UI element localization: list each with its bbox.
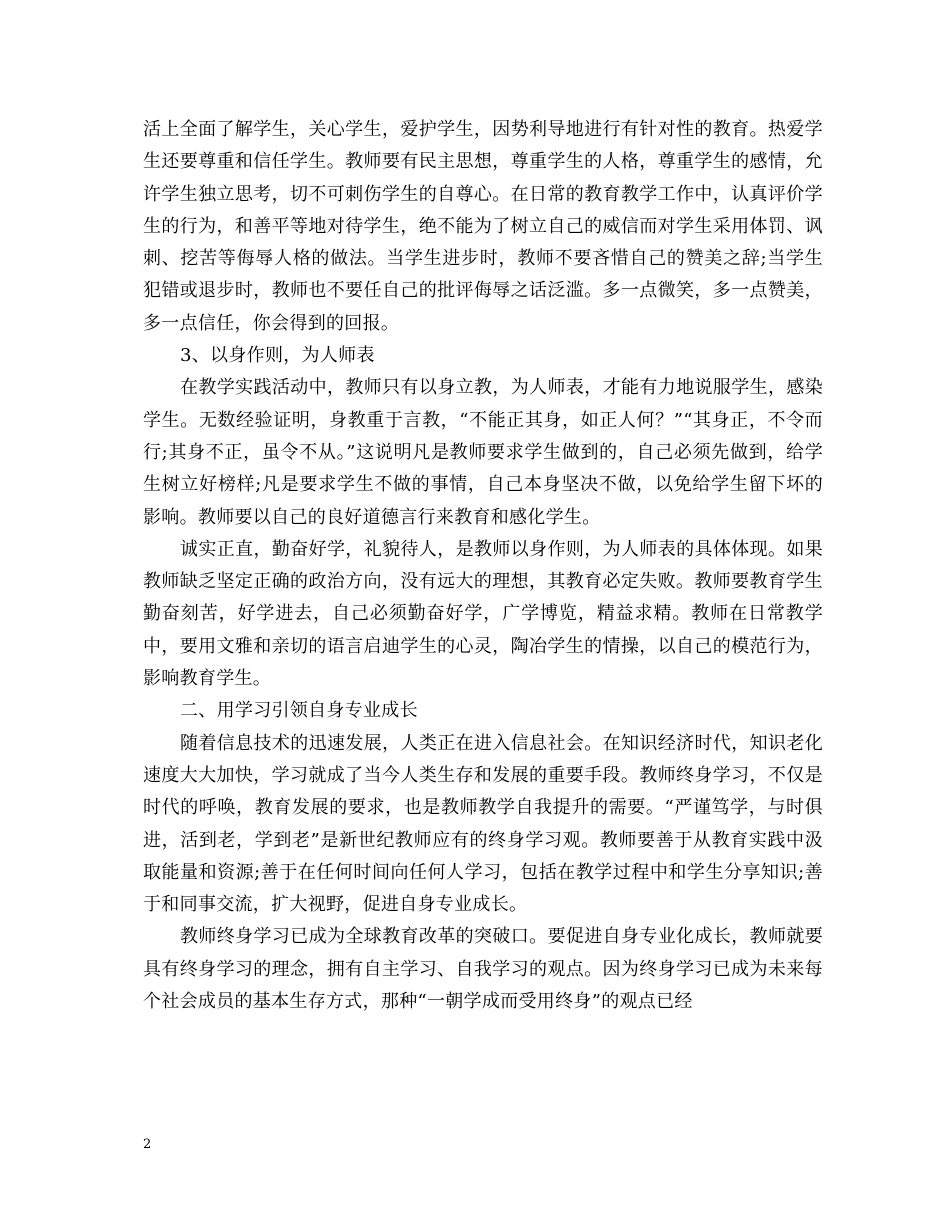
- paragraph-lifelong-learning: 教师终身学习已成为全球教育改革的突破口。要促进自身专业化成长，教师就要具有终身学习的理念，拥有自主学习、自我学习的观点。因为终身学习已成为未来每个社会成员的基本生存方式，那种“一朝学成而受用终身”的观点已经: [143, 926, 823, 1013]
- paragraph-honesty-diligence: 诚实正直，勤奋好学，礼貌待人，是教师以身作则，为人师表的具体体现。如果教师缺乏坚定正确的政治方向，没有远大的理想，其教育必定失败。教师要教育学生勤奋刻苦，好学进去，自己必须勤奋好学，广学博览，精益求精。教师在日常教学中，要用文雅和亲切的语言启迪学生的心灵，陶冶学生的情操，以自己的模范行为，影响教育学生。: [143, 538, 823, 690]
- section-heading-lead-by-example: 3、以身作则，为人师表: [180, 345, 375, 367]
- page-number: 2: [143, 1137, 152, 1152]
- document-body: [143, 114, 823, 1018]
- paragraph-teaching-by-example: 在教学实践活动中，教师只有以身立教，为人师表，才能有力地说服学生，感染学生。无数经验证明，身教重于言教，“不能正其身，如正人何？”“其身正，不令而行;其身不正，虽令不从。”这说明凡是教师要求学生做到的，自己必须先做到，给学生树立好榜样;凡是要求学生不做的事情，自己本身坚决不做，以免给学生留下坏的影响。教师要以自己的良好道德言行来教育和感化学生。: [143, 377, 823, 528]
- paragraph-student-care: 活上全面了解学生，关心学生，爱护学生，因势利导地进行有针对性的教育。热爱学生还要尊重和信任学生。教师要有民主思想，尊重学生的人格，尊重学生的感情，允许学生独立思考，切不可刺伤学生的自尊心。在日常的教育教学工作中，认真评价学生的行为，和善平等地对待学生，绝不能为了树立自己的威信而对学生采用体罚、讽刺、挖苦等侮辱人格的做法。当学生进步时，教师不要吝惜自己的赞美之辞;当学生犯错或退步时，教师也不要任自己的批评侮辱之话泛滥。多一点微笑，多一点赞美，多一点信任，你会得到的回报。: [143, 119, 823, 334]
- paragraph-information-society: 随着信息技术的迅速发展，人类正在进入信息社会。在知识经济时代，知识老化速度大大加快，学习就成了当今人类生存和发展的重要手段。教师终身学习，不仅是时代的呼唤，教育发展的要求，也是教师教学自我提升的需要。“严谨笃学，与时俱进，活到老，学到老”是新世纪教师应有的终身学习观。教师要善于从教育实践中汲取能量和资源;善于在任何时间向任何人学习，包括在教学过程中和学生分享知识;善于和同事交流，扩大视野，促进自身专业成长。: [143, 732, 823, 916]
- section-heading-learning-growth: 二、用学习引领自身专业成长: [180, 700, 418, 722]
